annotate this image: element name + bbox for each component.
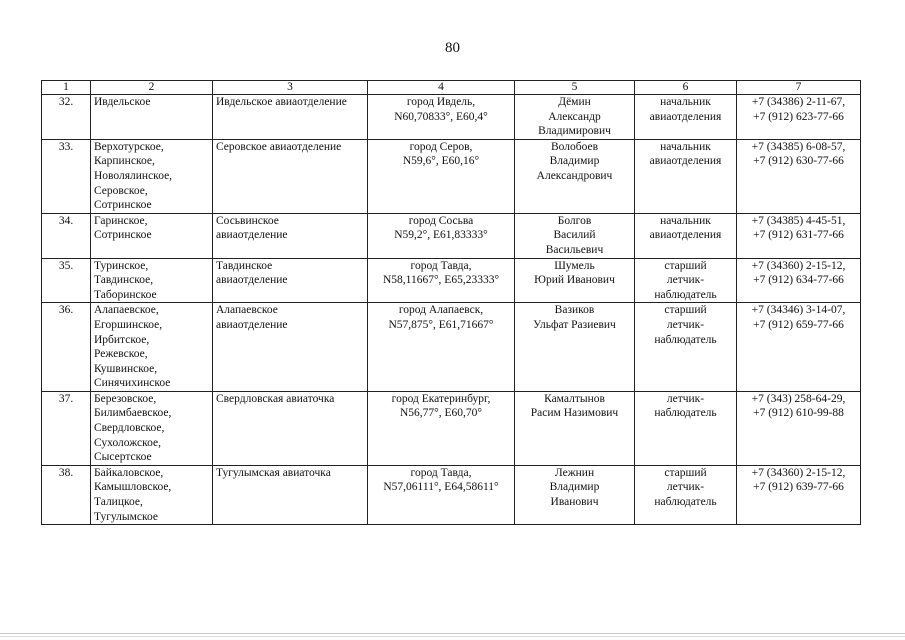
row-number-cell: 32. <box>42 95 91 140</box>
unit-cell-line: авиаотделение <box>216 229 288 242</box>
unit-cell-line: Тавдинское <box>216 259 273 272</box>
position-cell-line: старший <box>664 259 707 272</box>
person-cell-line: Шумель <box>554 259 595 272</box>
person-cell-line: Лежнин <box>554 466 595 479</box>
position-cell-line: наблюдатель <box>654 288 717 301</box>
position-cell <box>635 139 737 213</box>
phones-cell-line: +7 (912) 634-77-66 <box>753 274 844 287</box>
person-cell-line: Александр <box>548 110 601 123</box>
location-cell-line: N59,6°, E60,16° <box>402 155 480 168</box>
scan-artifact-line <box>0 636 905 637</box>
phones-cell-line: +7 (34360) 2-15-12, <box>751 466 846 479</box>
phones-cell-line: +7 (912) 623-77-66 <box>753 110 844 123</box>
districts-cell-line: Синячихинское <box>94 377 171 390</box>
location-cell <box>368 139 515 213</box>
position-cell <box>635 303 737 392</box>
location-cell-line: N58,11667°, E65,23333° <box>382 274 500 287</box>
phones-cell <box>737 303 861 392</box>
districts-cell-line: Туринское, <box>94 259 149 272</box>
districts-cell-line: Гаринское, <box>94 214 148 227</box>
phones-cell-line: +7 (912) 610-99-88 <box>753 407 844 420</box>
location-cell-line: N56,77°, E60,70° <box>399 407 483 420</box>
location-cell-line: город Тавда, <box>410 466 472 479</box>
person-cell-line: Владимир <box>549 155 600 168</box>
phones-cell-line: +7 (34346) 3-14-07, <box>751 304 846 317</box>
position-cell <box>635 258 737 303</box>
person-cell-line: Волобоев <box>550 140 599 153</box>
districts-cell <box>91 258 213 303</box>
column-header: 4 <box>368 81 515 95</box>
location-cell-line: N60,70833°, E60,4° <box>394 110 488 123</box>
unit-cell <box>213 258 368 303</box>
table-row <box>42 303 861 392</box>
person-cell <box>515 465 635 524</box>
position-cell-line: авиаотделения <box>649 110 722 123</box>
phones-cell <box>737 465 861 524</box>
districts-cell-line: Алапаевское, <box>94 304 159 317</box>
districts-cell <box>91 303 213 392</box>
location-cell <box>368 258 515 303</box>
position-cell-line: старший <box>664 466 707 479</box>
districts-cell-line: Ивдельское <box>94 96 151 108</box>
person-cell <box>515 95 635 140</box>
person-cell-line: Василий <box>553 229 596 242</box>
position-cell-line: начальник <box>660 140 711 153</box>
person-cell-line: Иванович <box>550 496 599 509</box>
aviation-units-table <box>41 80 861 525</box>
position-cell <box>635 391 737 465</box>
districts-cell-line: Кушвинское, <box>94 362 158 375</box>
unit-cell-line: Серовское авиаотделение <box>216 140 342 153</box>
location-cell <box>368 95 515 140</box>
districts-cell <box>91 391 213 465</box>
person-cell <box>515 303 635 392</box>
phones-cell <box>737 391 861 465</box>
position-cell-line: летчик- <box>666 481 705 494</box>
districts-cell-line: Байкаловское, <box>94 466 164 479</box>
location-cell-line: N57,875°, E61,71667° <box>388 318 494 331</box>
unit-cell <box>213 465 368 524</box>
districts-cell-line: Тугулымское <box>94 510 159 523</box>
unit-cell-line: авиаотделение <box>216 318 288 331</box>
phones-cell <box>737 95 861 140</box>
scan-artifact-line <box>0 633 905 634</box>
unit-cell-line: Свердловская авиаточка <box>216 392 335 405</box>
column-header: 7 <box>737 81 861 95</box>
location-cell-line: город Екатеринбург, <box>391 392 491 405</box>
row-number-cell: 33. <box>42 139 91 213</box>
table-body <box>42 95 861 525</box>
table-row <box>42 465 861 524</box>
position-cell <box>635 95 737 140</box>
person-cell <box>515 139 635 213</box>
column-header: 3 <box>213 81 368 95</box>
districts-cell-line: Таборинское <box>94 288 157 301</box>
person-cell-line: Александрович <box>536 169 613 182</box>
table-row <box>42 258 861 303</box>
districts-cell-line: Ирбитское, <box>94 333 150 346</box>
districts-cell-line: Егоршинское, <box>94 318 163 331</box>
person-cell-line: Болгов <box>557 214 592 227</box>
districts-cell-line: Сотринское <box>94 199 152 212</box>
districts-cell-line: Камышловское, <box>94 481 172 494</box>
table-row <box>42 139 861 213</box>
location-cell-line: город Ивдель, <box>406 96 476 108</box>
districts-cell-line: Сотринское <box>94 229 152 242</box>
districts-cell-line: Свердловское, <box>94 422 165 435</box>
position-cell-line: начальник <box>660 214 711 227</box>
location-cell-line: город Серов, <box>409 140 473 153</box>
districts-cell-line: Березовское, <box>94 392 157 405</box>
unit-cell <box>213 213 368 258</box>
person-cell-line: Камалтынов <box>544 392 605 405</box>
row-number-cell: 36. <box>42 303 91 392</box>
position-cell-line: авиаотделения <box>649 229 722 242</box>
row-number-cell: 34. <box>42 213 91 258</box>
unit-cell-line: авиаотделение <box>216 274 288 287</box>
page-number: 80 <box>445 40 460 56</box>
row-number-cell: 38. <box>42 465 91 524</box>
phones-cell-line: +7 (34385) 4-45-51, <box>751 214 846 227</box>
person-cell-line: Расим Назимович <box>530 407 619 420</box>
position-cell-line: наблюдатель <box>654 407 717 420</box>
phones-cell-line: +7 (912) 630-77-66 <box>753 155 844 168</box>
districts-cell-line: Режевское, <box>94 348 148 361</box>
table-row <box>42 391 861 465</box>
phones-cell-line: +7 (912) 631-77-66 <box>753 229 844 242</box>
position-cell-line: наблюдатель <box>654 333 717 346</box>
unit-cell <box>213 303 368 392</box>
phones-cell <box>737 139 861 213</box>
location-cell-line: город Сосьва <box>408 214 474 227</box>
districts-cell-line: Талицкое, <box>94 496 143 509</box>
location-cell <box>368 465 515 524</box>
phones-cell <box>737 258 861 303</box>
table-row <box>42 95 861 140</box>
unit-cell <box>213 391 368 465</box>
person-cell-line: Юрий Иванович <box>534 274 615 287</box>
column-header: 6 <box>635 81 737 95</box>
districts-cell <box>91 465 213 524</box>
position-cell <box>635 465 737 524</box>
table-row <box>42 213 861 258</box>
person-cell-line: Владимирович <box>538 125 611 138</box>
phones-cell-line: +7 (343) 258-64-29, <box>751 392 846 405</box>
location-cell-line: N59,2°, E61,83333° <box>394 229 488 242</box>
position-cell-line: наблюдатель <box>654 496 717 509</box>
unit-cell-line: Алапаевское <box>216 304 278 317</box>
position-cell-line: начальник <box>660 96 711 108</box>
location-cell-line: город Тавда, <box>410 259 472 272</box>
phones-cell-line: +7 (912) 659-77-66 <box>753 318 844 331</box>
position-cell-line: авиаотделения <box>649 155 722 168</box>
districts-cell-line: Новолялинское, <box>94 169 173 182</box>
position-cell-line: старший <box>664 304 707 317</box>
position-cell-line: летчик- <box>666 318 705 331</box>
row-number-cell: 35. <box>42 258 91 303</box>
districts-cell-line: Билимбаевское, <box>94 407 172 420</box>
person-cell-line: Вазиков <box>554 304 595 317</box>
person-cell-line: Ульфат Разиевич <box>533 318 616 331</box>
phones-cell-line: +7 (912) 639-77-66 <box>753 481 844 494</box>
districts-cell <box>91 139 213 213</box>
phones-cell-line: +7 (34386) 2-11-67, <box>751 96 846 108</box>
row-number-cell: 37. <box>42 391 91 465</box>
position-cell-line: летчик- <box>666 392 705 405</box>
person-cell-line: Дёмин <box>558 96 591 108</box>
districts-cell-line: Карпинское, <box>94 155 155 168</box>
phones-cell-line: +7 (34385) 6-08-57, <box>751 140 846 153</box>
unit-cell <box>213 95 368 140</box>
location-cell-line: N57,06111°, E64,58611° <box>383 481 499 494</box>
person-cell-line: Владимир <box>549 481 600 494</box>
districts-cell-line: Сысертское <box>94 451 152 464</box>
column-number-row <box>42 81 861 95</box>
location-cell-line: город Алапаевск, <box>398 304 484 317</box>
unit-cell <box>213 139 368 213</box>
phones-cell <box>737 213 861 258</box>
phones-cell-line: +7 (34360) 2-15-12, <box>751 259 846 272</box>
districts-cell-line: Сухоложское, <box>94 436 161 449</box>
unit-cell-line: Сосьвинское <box>216 214 279 227</box>
districts-cell <box>91 213 213 258</box>
unit-cell-line: Ивдельское авиаотделение <box>216 96 347 108</box>
districts-cell-line: Серовское, <box>94 184 148 197</box>
districts-cell-line: Верхотурское, <box>94 140 164 153</box>
location-cell <box>368 391 515 465</box>
districts-cell <box>91 95 213 140</box>
column-header: 2 <box>91 81 213 95</box>
column-header: 5 <box>515 81 635 95</box>
unit-cell-line: Тугулымская авиаточка <box>216 466 331 479</box>
districts-cell-line: Тавдинское, <box>94 274 154 287</box>
location-cell <box>368 303 515 392</box>
position-cell-line: летчик- <box>666 274 705 287</box>
person-cell-line: Васильевич <box>545 243 604 256</box>
location-cell <box>368 213 515 258</box>
person-cell <box>515 258 635 303</box>
person-cell <box>515 213 635 258</box>
column-header: 1 <box>42 81 91 95</box>
position-cell <box>635 213 737 258</box>
person-cell <box>515 391 635 465</box>
